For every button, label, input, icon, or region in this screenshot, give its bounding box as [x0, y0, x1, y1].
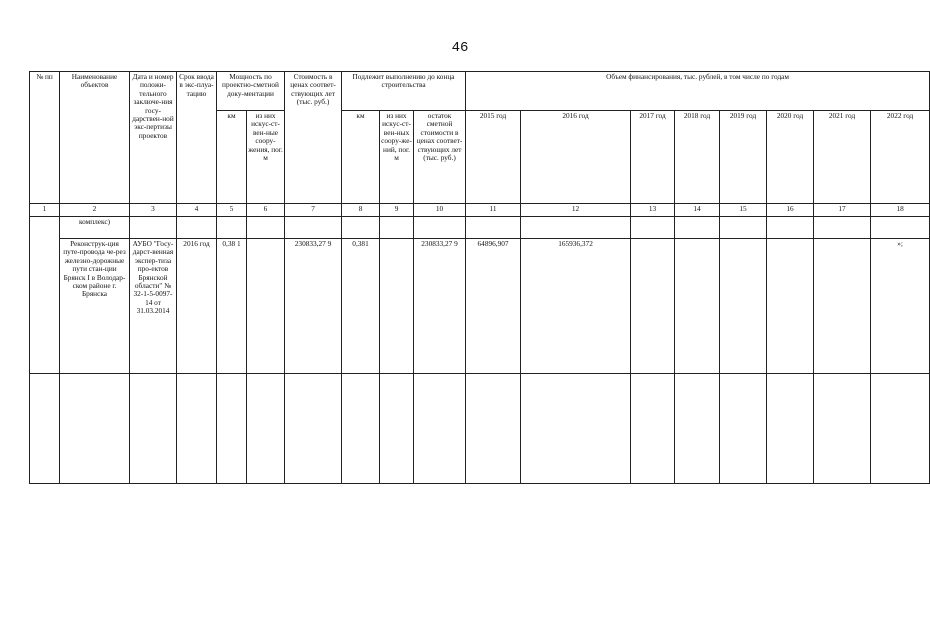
header-date: Дата и номер положи-тельного заключе-ния госу-дарствен-ной экс-пертизы проектов — [130, 72, 177, 204]
col-number: 14 — [675, 204, 720, 217]
header-year-2017: 2017 год — [631, 111, 675, 204]
cell-empty — [177, 217, 217, 239]
col-number: 3 — [130, 204, 177, 217]
cell-empty — [466, 374, 521, 484]
cell-empty — [342, 217, 380, 239]
col-number: 17 — [814, 204, 871, 217]
cell-empty — [521, 374, 631, 484]
finance-2022: »; — [871, 239, 930, 374]
cell-empty — [30, 374, 60, 484]
header-year-2020: 2020 год — [767, 111, 814, 204]
header-term: Срок ввода в экс-плуа-тацию — [177, 72, 217, 204]
cell-empty — [414, 217, 466, 239]
cell-empty — [814, 374, 871, 484]
cell-empty — [675, 217, 720, 239]
cell-empty — [247, 374, 285, 484]
finance-2020 — [767, 239, 814, 374]
header-row-1 — [30, 72, 930, 111]
object-row — [30, 239, 930, 374]
col-number: 15 — [720, 204, 767, 217]
col-number: 12 — [521, 204, 631, 217]
cell-empty — [720, 217, 767, 239]
col-number: 18 — [871, 204, 930, 217]
cell-empty — [177, 374, 217, 484]
header-cost: Стоимость в ценах соответ-ствующих лет (тыс. руб.) — [285, 72, 342, 204]
cell-empty — [466, 217, 521, 239]
cell-empty — [631, 374, 675, 484]
header-name: Наименование объектов — [60, 72, 130, 204]
col-number: 8 — [342, 204, 380, 217]
col-number: 5 — [217, 204, 247, 217]
finance-2019 — [720, 239, 767, 374]
column-number-row — [30, 204, 930, 217]
finance-2015: 64896,907 — [466, 239, 521, 374]
cell-empty — [767, 374, 814, 484]
finance-2016: 165936,372 — [521, 239, 631, 374]
header-year-2019: 2019 год — [720, 111, 767, 204]
col-number: 7 — [285, 204, 342, 217]
cell-empty — [871, 217, 930, 239]
cell-empty — [217, 217, 247, 239]
cell-empty — [521, 217, 631, 239]
cell-empty — [871, 374, 930, 484]
cell-empty — [814, 217, 871, 239]
cell-empty — [30, 217, 60, 239]
header-structures: из них искус-ст-вен-ные соору-жения, пог. м — [247, 111, 285, 204]
object-name: Реконструк-ция путе-провода че-рез железно-дорожные пути стан-ции Брянск I в Володар-ском районе г. Брянска — [60, 239, 130, 374]
col-number: 6 — [247, 204, 285, 217]
col-number: 11 — [466, 204, 521, 217]
cell-empty — [130, 374, 177, 484]
remaining-cost: 230833,27 9 — [414, 239, 466, 374]
remaining-km: 0,381 — [342, 239, 380, 374]
finance-2021 — [814, 239, 871, 374]
page-number: 46 — [451, 40, 469, 56]
cell-empty — [247, 217, 285, 239]
blank-row — [30, 374, 930, 484]
capacity-km: 0,38 1 — [217, 239, 247, 374]
cell-empty — [675, 374, 720, 484]
header-year-2015: 2015 год — [466, 111, 521, 204]
header-km-remaining: км — [342, 111, 380, 204]
cell-empty — [130, 217, 177, 239]
cell-empty — [60, 374, 130, 484]
header-remaining-group: Подлежит выполнению до конца строительства — [342, 72, 466, 111]
expertise-conclusion: АУБО "Госу-дарст-венная экспер-тиза про-ектов Брянской области" № 32-1-5-0097-14 от 31.03.2014 — [130, 239, 177, 374]
header-remainder: остаток сметной стоимости в ценах соответ-ствующих лет (тыс. руб.) — [414, 111, 466, 204]
finance-2018 — [675, 239, 720, 374]
cell-empty — [285, 374, 342, 484]
header-km: км — [217, 111, 247, 204]
col-number: 9 — [380, 204, 414, 217]
cell-empty — [380, 217, 414, 239]
cell-empty — [285, 217, 342, 239]
header-year-2022: 2022 год — [871, 111, 930, 204]
cell-empty — [414, 374, 466, 484]
cell-empty — [217, 374, 247, 484]
cell-empty — [342, 374, 380, 484]
header-year-2016: 2016 год — [521, 111, 631, 204]
cell-empty — [380, 374, 414, 484]
continuation-row — [30, 217, 930, 239]
header-structures-remaining: из них искус-ст-вен-ных соору-же-ний, пог. м — [380, 111, 414, 204]
cell-row-number — [30, 239, 60, 374]
col-number: 2 — [60, 204, 130, 217]
col-number: 13 — [631, 204, 675, 217]
col-number: 16 — [767, 204, 814, 217]
estimated-cost: 230833,27 9 — [285, 239, 342, 374]
header-no: № пп — [30, 72, 60, 204]
continuation-text: комплекс) — [60, 217, 130, 239]
col-number: 10 — [414, 204, 466, 217]
investment-table — [29, 71, 930, 484]
col-number: 4 — [177, 204, 217, 217]
cell-empty — [631, 217, 675, 239]
header-capacity-group: Мощность по проектно-сметной доку-ментации — [217, 72, 285, 111]
cell-empty — [767, 217, 814, 239]
remaining-structures — [380, 239, 414, 374]
header-year-2021: 2021 год — [814, 111, 871, 204]
commissioning-term: 2016 год — [177, 239, 217, 374]
cell-empty — [720, 374, 767, 484]
col-number: 1 — [30, 204, 60, 217]
capacity-structures — [247, 239, 285, 374]
header-finance-group: Объем финансирования, тыс. рублей, в том числе по годам — [466, 72, 930, 111]
header-year-2018: 2018 год — [675, 111, 720, 204]
finance-2017 — [631, 239, 675, 374]
